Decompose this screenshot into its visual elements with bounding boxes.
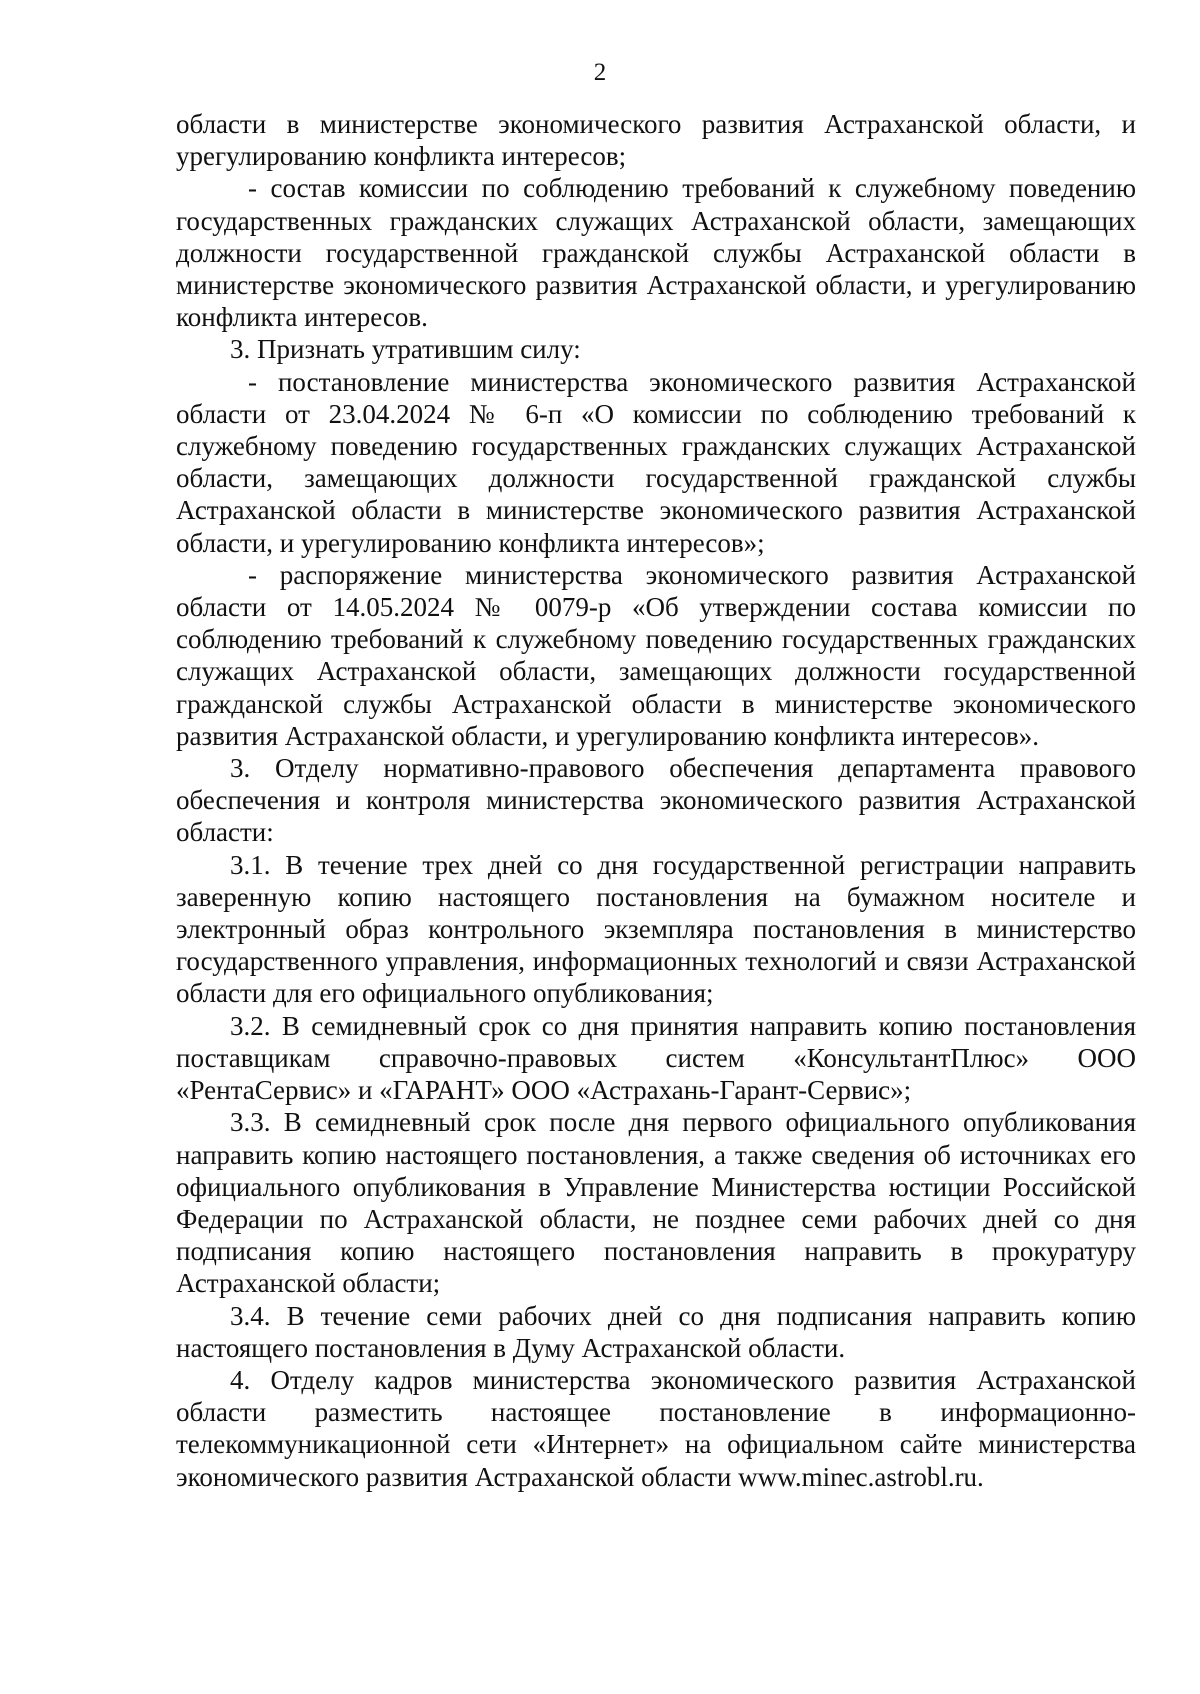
paragraph-commission-composition: - состав комиссии по соблюдению требований к служебному поведению государственных гражданских служащих Астраханской области, замещающих должности государственной гражданской службы Астраханской области в министерстве экономического развития Астраханской области, и урегулированию конфликта интересов. bbox=[176, 173, 1136, 333]
paragraph-item-3-department: 3. Отделу нормативно-правового обеспечения департамента правового обеспечения и контроля министерства экономического развития Астраханской области: bbox=[176, 753, 1136, 848]
paragraph-item-3-1: 3.1. В течение трех дней со дня государственной регистрации направить заверенную копию настоящего постановления на бумажном носителе и электронный образ контрольного экземпляра постановления в министерство государственного управления, информационных технологий и связи Астраханской области для его официального опубликования; bbox=[176, 849, 1136, 1009]
paragraph-continuation: области в министерстве экономического развития Астраханской области, и урегулированию конфликта интересов; bbox=[176, 109, 1136, 172]
paragraph-item-4: 4. Отделу кадров министерства экономического развития Астраханской области разместить настоящее постановление в информационно-телекоммуникационной сети «Интернет» на официальном сайте министерства экономического развития Астраханской области www.minec.astrobl.ru. bbox=[176, 1364, 1136, 1492]
document-body bbox=[176, 108, 1136, 1493]
paragraph-item-3-repeal: 3. Признать утратившим силу: bbox=[230, 334, 581, 365]
paragraph-item-3-2: 3.2. В семидневный срок со дня принятия направить копию постановления поставщикам справочно-правовых систем «КонсультантПлюс» ООО «РентаСервис» и «ГАРАНТ» ООО «Астрахань-Гарант-Сервис»; bbox=[176, 1010, 1136, 1106]
paragraph-item-3-3: 3.3. В семидневный срок после дня первого официального опубликования направить копию настоящего постановления, а также сведения об источниках его официального опубликования в Управление Министерства юстиции Российской Федерации по Астраханской области, не позднее семи рабочих дней со дня подписания копию настоящего постановления направить в прокуратуру Астраханской области; bbox=[176, 1107, 1136, 1299]
paragraph-repealed-order: - распоряжение министерства экономического развития Астраханской области от 14.05.2024 № 0079-р «Об утверждении состава комиссии по соблюдению требований к служебному поведению государственных гражданских служащих Астраханской области, замещающих должности государственной гражданской службы Астраханской области в министерстве экономического развития Астраханской области, и урегулированию конфликта интересов». bbox=[176, 559, 1136, 751]
page-number: 2 bbox=[593, 59, 607, 86]
paragraph-repealed-resolution: - постановление министерства экономического развития Астраханской области от 23.04.2024 № 6-п «О комиссии по соблюдению требований к служебному поведению государственных гражданских служащих Астраханской области, замещающих должности государственной гражданской службы Астраханской области в министерстве экономического развития Астраханской области, и урегулированию конфликта интересов»; bbox=[176, 366, 1136, 558]
paragraph-item-3-4: 3.4. В течение семи рабочих дней со дня подписания направить копию настоящего постановления в Думу Астраханской области. bbox=[176, 1300, 1136, 1363]
